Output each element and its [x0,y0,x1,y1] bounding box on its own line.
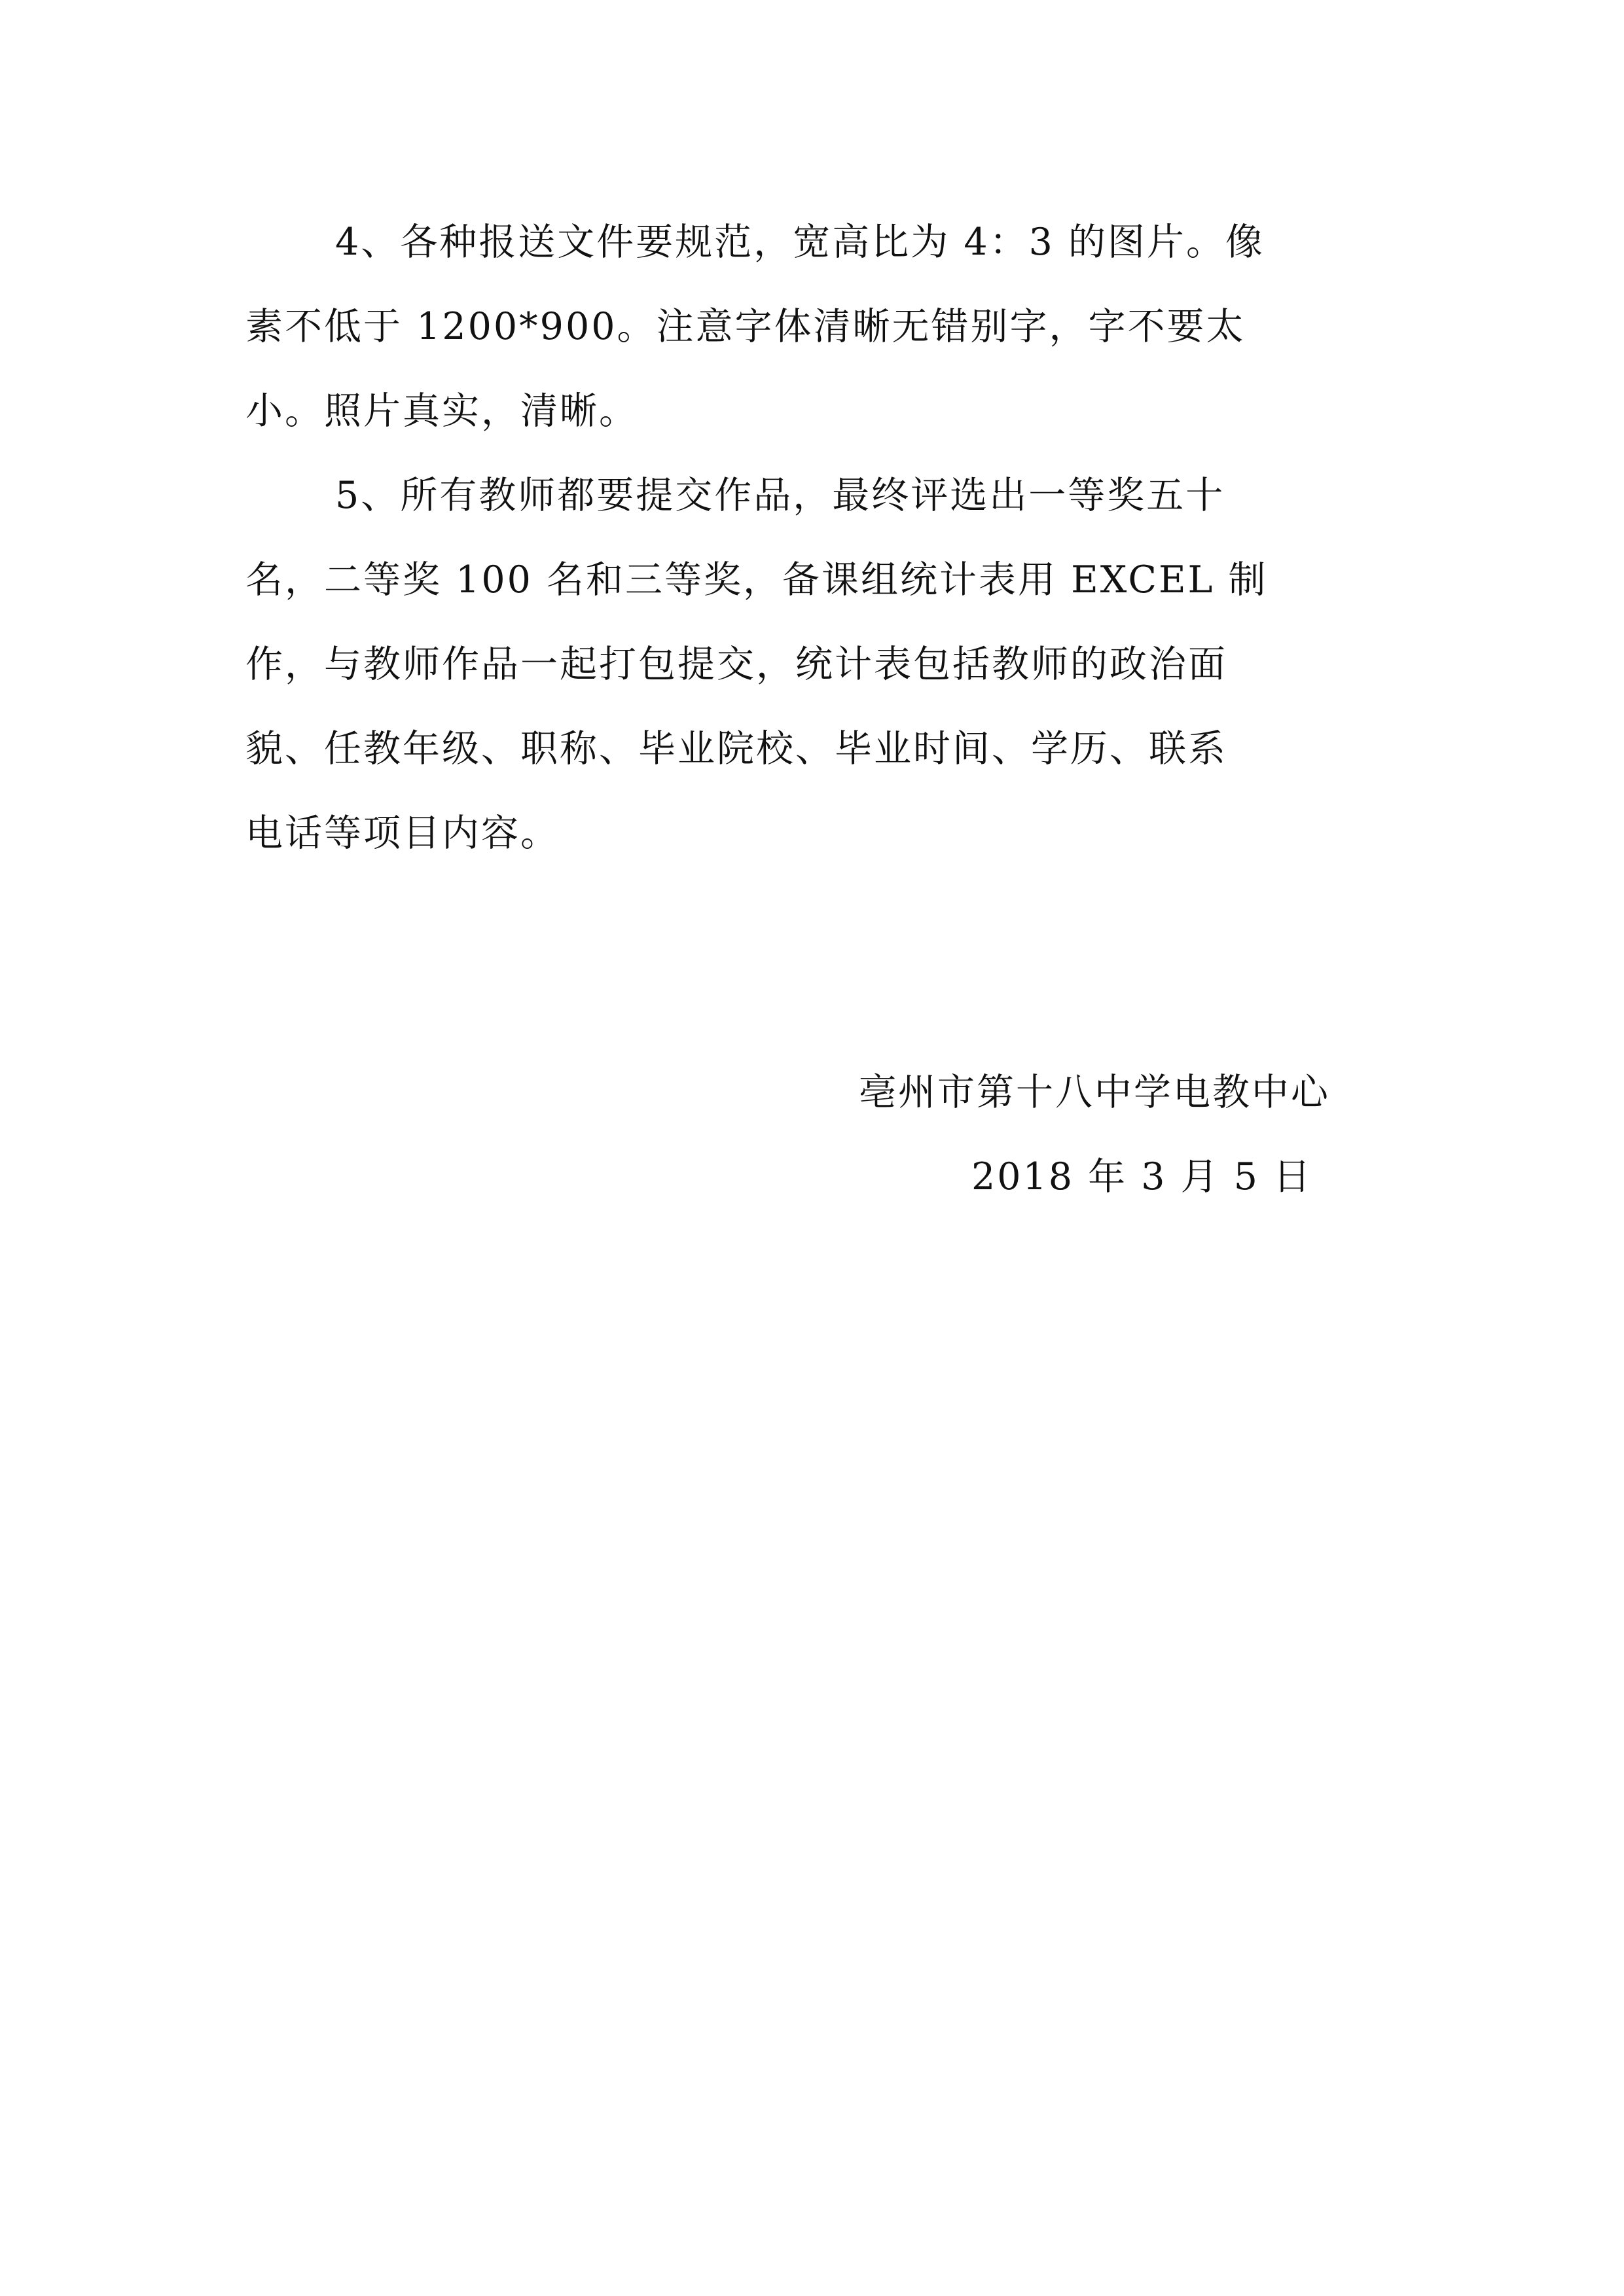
paragraph-4-line-1: 4、各种报送文件要规范，宽高比为 4：3 的图片。像 [335,221,1265,264]
paragraph-5-line-2: 名，二等奖 100 名和三等奖，备课组统计表用 EXCEL 制 [245,558,1268,601]
paragraph-5-line-1: 5、所有教师都要提交作品，最终评选出一等奖五十 [335,474,1225,517]
paragraph-5-line-5: 电话等项目内容。 [245,812,560,855]
paragraph-4-line-2: 素不低于 1200*900。注意字体清晰无错别字，字不要太 [245,305,1246,348]
paragraph-5-line-4: 貌、任教年级、职称、毕业院校、毕业时间、学历、联系 [245,727,1227,770]
signature-organization: 亳州市第十八中学电教中心 [859,1071,1330,1114]
signature-date: 2018 年 3 月 5 日 [971,1155,1313,1198]
paragraph-5-line-3: 作，与教师作品一起打包提交，统计表包括教师的政治面 [245,643,1227,686]
paragraph-4-line-3: 小。照片真实，清晰。 [245,389,638,433]
